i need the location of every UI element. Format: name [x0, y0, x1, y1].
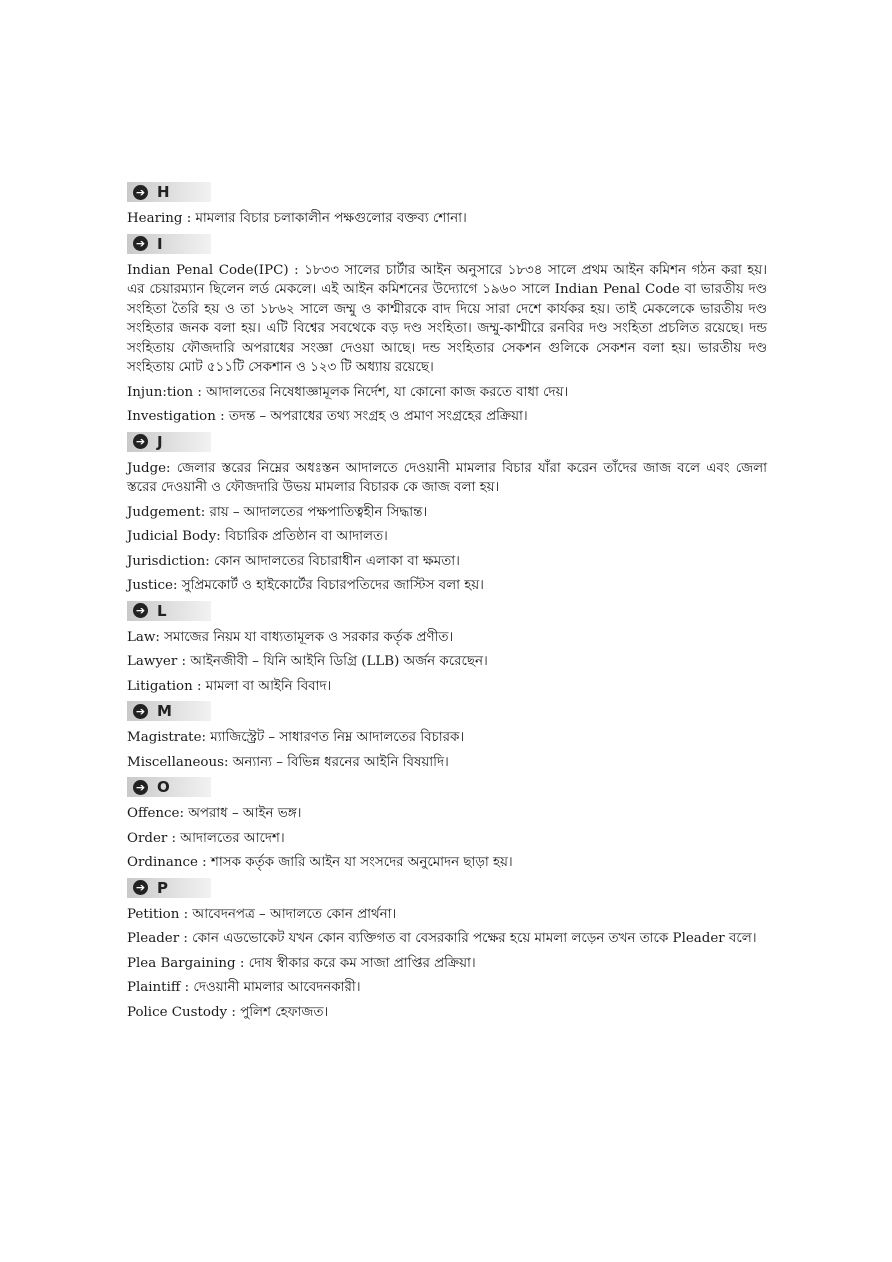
entry-term: Order :: [127, 830, 177, 846]
entry-term: Lawyer :: [127, 654, 186, 669]
glossary-entry: [127, 1003, 767, 1023]
glossary-entry: [127, 929, 767, 949]
entry-term: Indian Penal Code(IPC) :: [127, 262, 299, 278]
entry-definition: জেলার স্তরের নিম্নের অধঃস্তন আদালতে দেওয়ানী মামলার বিচার যাঁরা করেন তাঁদের জাজ বলে এবং জেলা স্তরের দেওয়ানী ও ফৌজদারি উভয় মামলার বিচারক কে জাজ বলা হয়।: [127, 460, 767, 495]
entry-term: Hearing :: [127, 211, 192, 226]
letter-label: J: [157, 432, 163, 451]
arrow-right-circle-icon: ➔: [133, 603, 148, 618]
entry-term: Injun:tion :: [127, 384, 202, 400]
entry-term: Law:: [127, 629, 160, 645]
glossary-entry: [127, 628, 767, 648]
entry-definition: ম্যাজিস্ট্রেট – সাধারণত নিম্ন আদালতের বিচারক।: [206, 730, 465, 745]
entry-term: Justice:: [127, 578, 178, 593]
entry-term: Investigation :: [127, 409, 225, 424]
glossary-entry: [127, 905, 767, 925]
entry-term: Offence:: [127, 806, 184, 821]
entry-term: Plea Bargaining :: [127, 955, 245, 971]
entry-term: Plaintiff :: [127, 980, 190, 995]
section-l: [127, 601, 767, 697]
section-j: [127, 432, 767, 596]
arrow-right-circle-icon: ➔: [133, 704, 148, 719]
entry-definition: কোন এডভোকেট যখন কোন ব্যক্তিগত বা বেসরকারি পক্ষের হয়ে মামলা লড়েন তখন তাকে Pleader বলে।: [187, 931, 757, 946]
entry-term: Magistrate:: [127, 730, 207, 745]
glossary-entry: [127, 407, 767, 427]
glossary-entry: [127, 677, 767, 697]
entry-definition: মামলা বা আইনি বিবাদ।: [201, 678, 332, 694]
arrow-right-circle-icon: ➔: [133, 185, 148, 200]
entry-definition: অন্যান্য – বিভিন্ন ধরনের আইনি বিষয়াদি।: [228, 754, 449, 770]
entry-definition: কোন আদালতের বিচারাধীন এলাকা বা ক্ষমতা।: [209, 553, 460, 569]
glossary-entry: [127, 261, 767, 378]
letter-heading: [127, 777, 211, 797]
letter-label: P: [157, 878, 168, 897]
entry-definition: আইনজীবী – যিনি আইনি ডিগ্রি (LLB) অর্জন করেছেন।: [186, 654, 488, 669]
glossary-entry: [127, 829, 767, 849]
arrow-right-circle-icon: ➔: [133, 434, 148, 449]
letter-label: I: [157, 234, 163, 253]
entry-term: Ordinance :: [127, 855, 207, 870]
glossary-entry: [127, 652, 767, 672]
glossary-page: [127, 182, 767, 1027]
glossary-entry: [127, 576, 767, 596]
section-i: [127, 234, 767, 427]
section-o: [127, 777, 767, 873]
glossary-entry: [127, 209, 767, 229]
glossary-entry: [127, 383, 767, 403]
entry-definition: বিচারিক প্রতিষ্ঠান বা আদালত।: [220, 529, 388, 544]
section-h: [127, 182, 767, 229]
entry-definition: দেওয়ানী মামলার আবেদনকারী।: [189, 980, 361, 995]
arrow-right-circle-icon: ➔: [133, 236, 148, 251]
entry-term: Jurisdiction:: [127, 553, 210, 569]
glossary-entry: [127, 728, 767, 748]
letter-label: M: [157, 702, 172, 720]
entry-definition: শাসক কর্তৃক জারি আইন যা সংসদের অনুমোদন ছাড়া হয়।: [206, 855, 513, 870]
letter-heading: [127, 234, 211, 254]
section-m: [127, 701, 767, 772]
entry-definition: সুপ্রিমকোর্ট ও হাইকোর্টের বিচারপতিদের জাস্টিস বলা হয়।: [177, 578, 484, 593]
entry-term: Judgement:: [127, 504, 206, 520]
entry-definition: ১৮৩৩ সালের চার্টার আইন অনুসারে ১৮৩৪ সালে প্রথম আইন কমিশন গঠন করা হয়। এর চেয়ারম্যান ছিলেন লর্ড মেকলে। এই আইন কমিশনের উদ্যোগে ১৯৬০ সালে Indian Penal Code বা ভারতীয় দণ্ড সংহিতা তৈরি হয় ও তা ১৮৬২ সালে জম্মু ও কাশ্মীরকে বাদ দিয়ে সারা দেশে কার্যকর হয়। তাই মেকলেকে ভারতীয় দণ্ড সংহিতার জনক বলা হয়। এটি বিশ্বের সবথেকে বড় দণ্ড সংহিতা। জম্মু-কাশ্মীরে রনবির দণ্ড সংহিতা প্রচলিত রয়েছে। দন্ড সংহিতায় ফৌজদারি অপরাধের সংজ্ঞা দেওয়া আছে। দন্ড সংহিতার সেকশন গুলিকে সেকশন বলা হয়। ভারতীয় দণ্ড সংহিতায় মোট ৫১১টি সেকশান ও ১২৩ টি অধ্যায় রয়েছে।: [127, 262, 767, 375]
entry-term: Police Custody :: [127, 1004, 236, 1020]
entry-term: Judicial Body:: [127, 529, 221, 544]
entry-term: Miscellaneous:: [127, 754, 229, 770]
entry-definition: মামলার বিচার চলাকালীন পক্ষগুলোর বক্তব্য শোনা।: [191, 211, 467, 226]
entry-term: Litigation :: [127, 678, 202, 694]
glossary-entry: [127, 978, 767, 998]
glossary-entry: [127, 804, 767, 824]
glossary-entry: [127, 503, 767, 523]
letter-heading: [127, 601, 211, 621]
letter-label: H: [157, 183, 170, 201]
entry-term: Pleader :: [127, 931, 188, 946]
glossary-entry: [127, 527, 767, 547]
entry-definition: দোষ স্বীকার করে কম সাজা প্রাপ্তির প্রক্রিয়া।: [244, 955, 476, 971]
entry-definition: পুলিশ হেফাজত।: [235, 1004, 329, 1020]
glossary-entry: [127, 853, 767, 873]
letter-heading: [127, 182, 211, 202]
arrow-right-circle-icon: ➔: [133, 880, 148, 895]
glossary-entry: [127, 459, 767, 498]
arrow-right-circle-icon: ➔: [133, 780, 148, 795]
glossary-entry: [127, 753, 767, 773]
glossary-entry: [127, 552, 767, 572]
letter-label: O: [157, 778, 170, 796]
entry-definition: আদালতের আদেশ।: [176, 830, 285, 846]
entry-definition: রায় – আদালতের পক্ষপাতিত্বহীন সিদ্ধান্ত।: [205, 504, 428, 520]
entry-definition: অপরাধ – আইন ভঙ্গ।: [183, 806, 302, 821]
entry-definition: আদালতের নিষেধাজ্ঞামূলক নির্দেশ, যা কোনো কাজ করতে বাধা দেয়।: [201, 384, 569, 400]
letter-heading: [127, 432, 211, 452]
letter-heading: [127, 701, 211, 721]
section-p: [127, 878, 767, 1023]
entry-definition: সমাজের নিয়ম যা বাধ্যতামূলক ও সরকার কর্তৃক প্রণীত।: [159, 629, 454, 645]
glossary-entry: [127, 954, 767, 974]
letter-label: L: [157, 601, 167, 620]
entry-definition: আবেদনপত্র – আদালতে কোন প্রার্থনা।: [188, 906, 397, 922]
entry-term: Petition :: [127, 906, 189, 922]
entry-definition: তদন্ত – অপরাধের তথ্য সংগ্রহ ও প্রমাণ সংগ্রহের প্রক্রিয়া।: [224, 409, 528, 424]
letter-heading: [127, 878, 211, 898]
entry-term: Judge:: [127, 460, 171, 476]
